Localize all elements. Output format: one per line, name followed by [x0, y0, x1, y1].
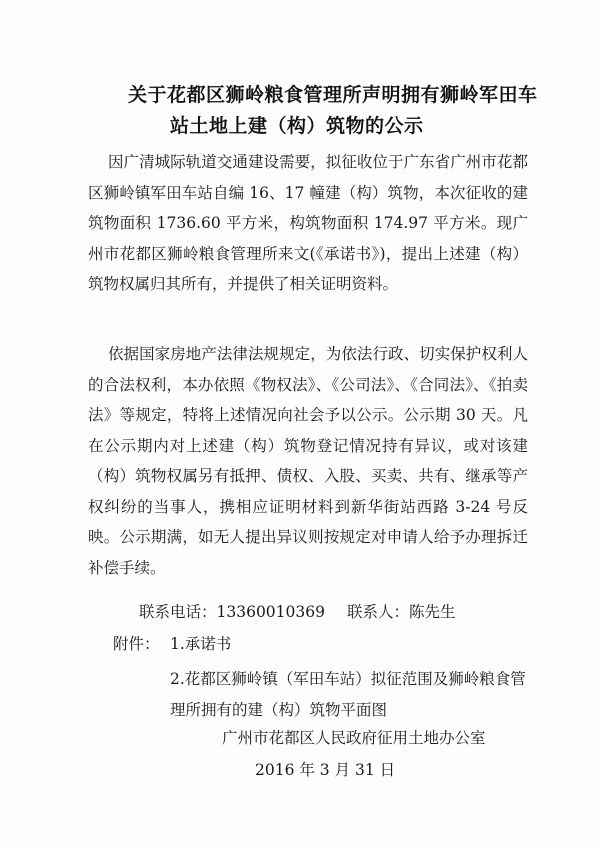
attachment-1: 1.承诺书 [170, 635, 232, 653]
attachment-2: 2.花都区狮岭镇（军田车站）拟征范围及狮岭粮食管理所拥有的建（构）筑物平面图 [170, 670, 526, 719]
attachments-label: 附件： [113, 635, 160, 653]
contact-line [139, 600, 456, 622]
paragraph-1: 因广清城际轨道交通建设需要，拟征收位于广东省广州市花都区狮岭镇军田车站自编 16、17 幢建（构）筑物，本次征收的建筑物面积 1736.60 平方米，构筑物面积 174.97 平方米。现广州市花都区狮岭粮食管理所来文(《承诺书》)，提出上述建（构）筑物权属归其所有，并提供了相关证明资料。 [88, 153, 528, 293]
paragraph-2: 依据国家房地产法律法规规定，为依法行政、切实保护权利人的合法权利，本办依照《物权法》、《公司法》、《合同法》、《拍卖法》等规定，特将上述情况向社会予以公示。公示期 30 天。凡在公示期内对上述建（构）筑物登记情况持有异议，或对该建（构）筑物权属另有抵押、债权、入股、买卖、共有、继承等产权纠纷的当事人，携相应证明材料到新华街站西路 3-24 号反映。公示期满，如无人提出异议则按规定对申请人给予办理拆迁补偿手续。 [88, 345, 528, 577]
contact-phone: 联系电话：13360010369 [139, 603, 325, 621]
document-title-line1: 关于花都区狮岭粮食管理所声明拥有狮岭军田车 [128, 84, 538, 106]
contact-person: 联系人：陈先生 [346, 603, 456, 621]
document-title-line2: 站土地上建（构）筑物的公示 [170, 115, 424, 137]
issue-date: 2016 年 3 月 31 日 [255, 761, 396, 779]
issuing-office: 广州市花都区人民政府征用土地办公室 [222, 729, 486, 747]
